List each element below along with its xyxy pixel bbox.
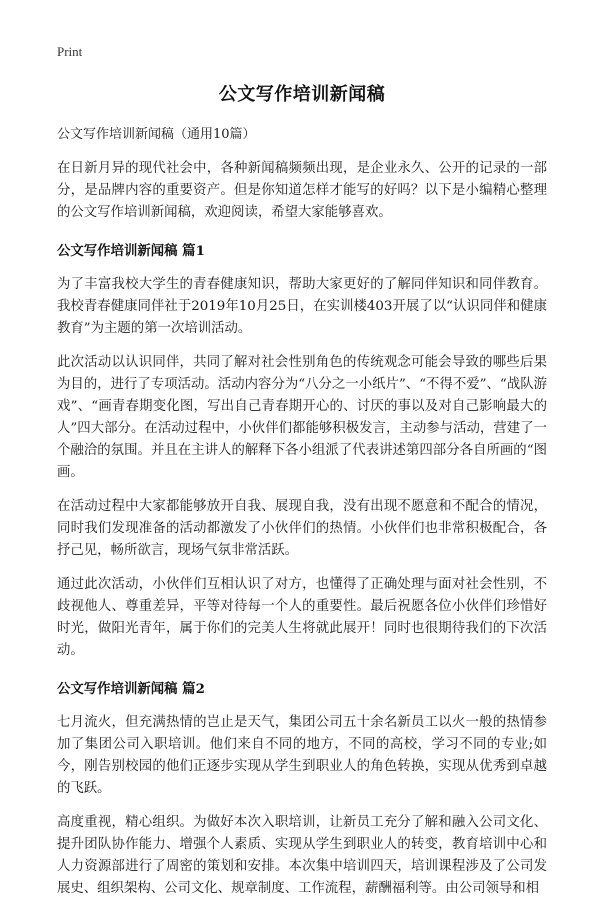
paragraph: 在活动过程中大家都能够放开自我、展现自我，没有出现不愿意和不配合的情况，同时我们发现准备的活动都激发了小伙伴们的热情。小伙伴们也非常积极配合，各抒己见，畅所欲言，现场气氛非常活跃。 (57, 499, 547, 558)
print-link[interactable]: Print (57, 44, 83, 59)
intro-paragraph: 在日新月异的现代社会中，各种新闻稿频频出现，是企业永久、公开的记录的一部分，是品牌内容的重要资产。但是你知道怎样才能写的好吗？以下是小编精心整理的公文写作培训新闻稿，欢迎阅读，希望大家能够喜欢。 (57, 161, 547, 220)
page-title: 公文写作培训新闻稿 (218, 84, 386, 105)
paragraph: 高度重视，精心组织。为做好本次入职培训，让新员工充分了解和融入公司文化、提升团队协作能力、增强个人素质、实现从学生到职业人的转变，教育培训中心和人力资源部进行了周密的策划和安排。本次集中培训四天，培训课程涉及了公司发展史、组织架构、公司文化、规章制度、工作流程，薪酬福利等。由公司领导和相 (57, 815, 547, 896)
article (57, 80, 547, 912)
section-heading-2: 公文写作培训新闻稿 篇2 (57, 681, 205, 697)
section-heading-1: 公文写作培训新闻稿 篇1 (57, 243, 205, 259)
paragraph: 七月流火，但充满热情的岂止是天气，集团公司五十余名新员工以火一般的热情参加了集团公司入职培训。他们来自不同的地方，不同的高校，学习不同的专业;如今，刚告别校园的他们正逐步实现从学生到职业人的角色转换，实现从优秀到卓越的飞跃。 (57, 715, 547, 796)
paragraph: 通过此次活动，小伙伴们互相认识了对方，也懂得了正确处理与面对社会性别，不歧视他人、尊重差异，平等对待每一个人的重要性。最后祝愿各位小伙伴们珍惜好时光，做阳光青年，属于你们的完美人生将就此展开！同时也很期待我们的下次活动。 (57, 577, 547, 658)
subtitle: 公文写作培训新闻稿（通用10篇） (57, 127, 256, 142)
paragraph: 此次活动以认识同伴，共同了解对社会性别角色的传统观念可能会导致的哪些后果为目的，进行了专项活动。活动内容分为“八分之一小纸片”、“不得不爱”、“战队游戏”、“画青春期变化图，写出自己青春期开心的、讨厌的事以及对自己影响最大的人”四大部分。在活动过程中，小伙伴们都能够积极发言，主动参与活动，营建了一个融洽的氛围。并且在主讲人的解释下各小组派了代表讲述第四部分各自所画的“图画。 (57, 355, 547, 480)
paragraph: 为了丰富我校大学生的青春健康知识，帮助大家更好的了解同伴知识和同伴教育。我校青春健康同伴社于2019年10月25日，在实训楼403开展了以“认识同伴和健康教育”为主题的第一次培训活动。 (57, 277, 547, 336)
